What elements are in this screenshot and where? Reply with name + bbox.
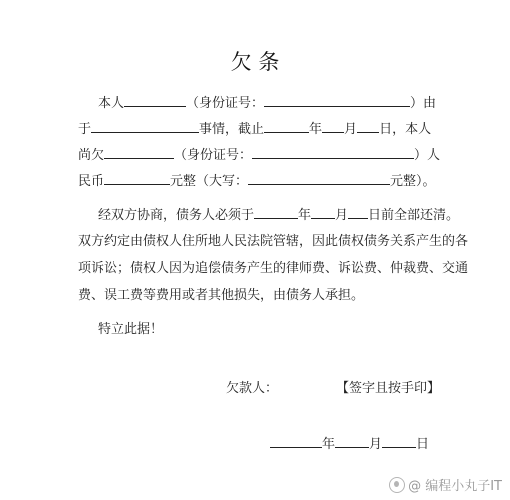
day-blank[interactable] (357, 119, 379, 133)
text-segment: 民币 (78, 174, 105, 189)
para1-line2 (78, 119, 431, 139)
watermark (389, 475, 502, 494)
para2-line2: 双方约定由债权人住所地人民法院管辖，因此债权债务关系产生的各 (78, 234, 469, 249)
text-segment: 尚欠 (78, 148, 105, 163)
document-title: 欠 条 (230, 50, 280, 74)
text-segment: 月 (369, 437, 383, 452)
text-segment: 年 (309, 122, 323, 137)
creditor-blank[interactable] (104, 145, 174, 159)
text-segment: ）由 (410, 96, 437, 111)
para2-line1 (98, 205, 459, 225)
sign-year-blank[interactable] (270, 434, 322, 448)
id-number-blank[interactable] (264, 93, 410, 107)
matter-blank[interactable] (91, 119, 199, 133)
para2-line3: 项诉讼；债权人因为追偿债务产生的律师费、诉讼费、仲裁费、交通 (78, 261, 469, 276)
text-segment: 月 (344, 122, 358, 137)
para2-line4: 费、误工费等费用或者其他损失，由债务人承担。 (78, 288, 365, 303)
text-segment: ）人 (414, 148, 441, 163)
due-day-blank[interactable] (348, 205, 368, 219)
month-blank[interactable] (322, 119, 344, 133)
signature-label: 欠款人： (226, 381, 279, 396)
amount-blank[interactable] (104, 171, 170, 185)
watermark-text: @ 编程小丸子IT (408, 479, 502, 494)
closing-statement: 特立此据！ (98, 322, 164, 337)
text-segment: 于 (78, 122, 92, 137)
text-segment: 日 (416, 437, 430, 452)
sign-day-blank[interactable] (382, 434, 416, 448)
text-segment: （身份证号： (174, 148, 253, 163)
text-segment: 元整（大写： (170, 174, 249, 189)
text-segment: 元整）。 (390, 174, 436, 189)
text-segment: 日前全部还清。 (368, 208, 460, 223)
text-segment: 事情，截止 (199, 122, 265, 137)
signature-note: 【签字且按手印】 (336, 381, 441, 396)
text-segment: 年 (322, 437, 336, 452)
amount-words-blank[interactable] (248, 171, 390, 185)
text-segment: 本人 (98, 96, 125, 111)
text-segment: 经双方协商，债务人必须于 (98, 208, 255, 223)
para1-line4 (78, 171, 436, 191)
brand-logo-icon (389, 477, 405, 493)
text-segment: 月 (335, 208, 349, 223)
date-line (270, 434, 429, 454)
text-segment: 年 (298, 208, 312, 223)
para1-line1 (98, 93, 436, 113)
text-segment: 日，本人 (379, 122, 432, 137)
para1-line3 (78, 145, 440, 165)
due-month-blank[interactable] (311, 205, 335, 219)
creditor-id-blank[interactable] (252, 145, 414, 159)
name-blank[interactable] (124, 93, 186, 107)
due-year-blank[interactable] (254, 205, 298, 219)
year-blank[interactable] (264, 119, 309, 133)
text-segment: （身份证号： (186, 96, 265, 111)
sign-month-blank[interactable] (335, 434, 369, 448)
